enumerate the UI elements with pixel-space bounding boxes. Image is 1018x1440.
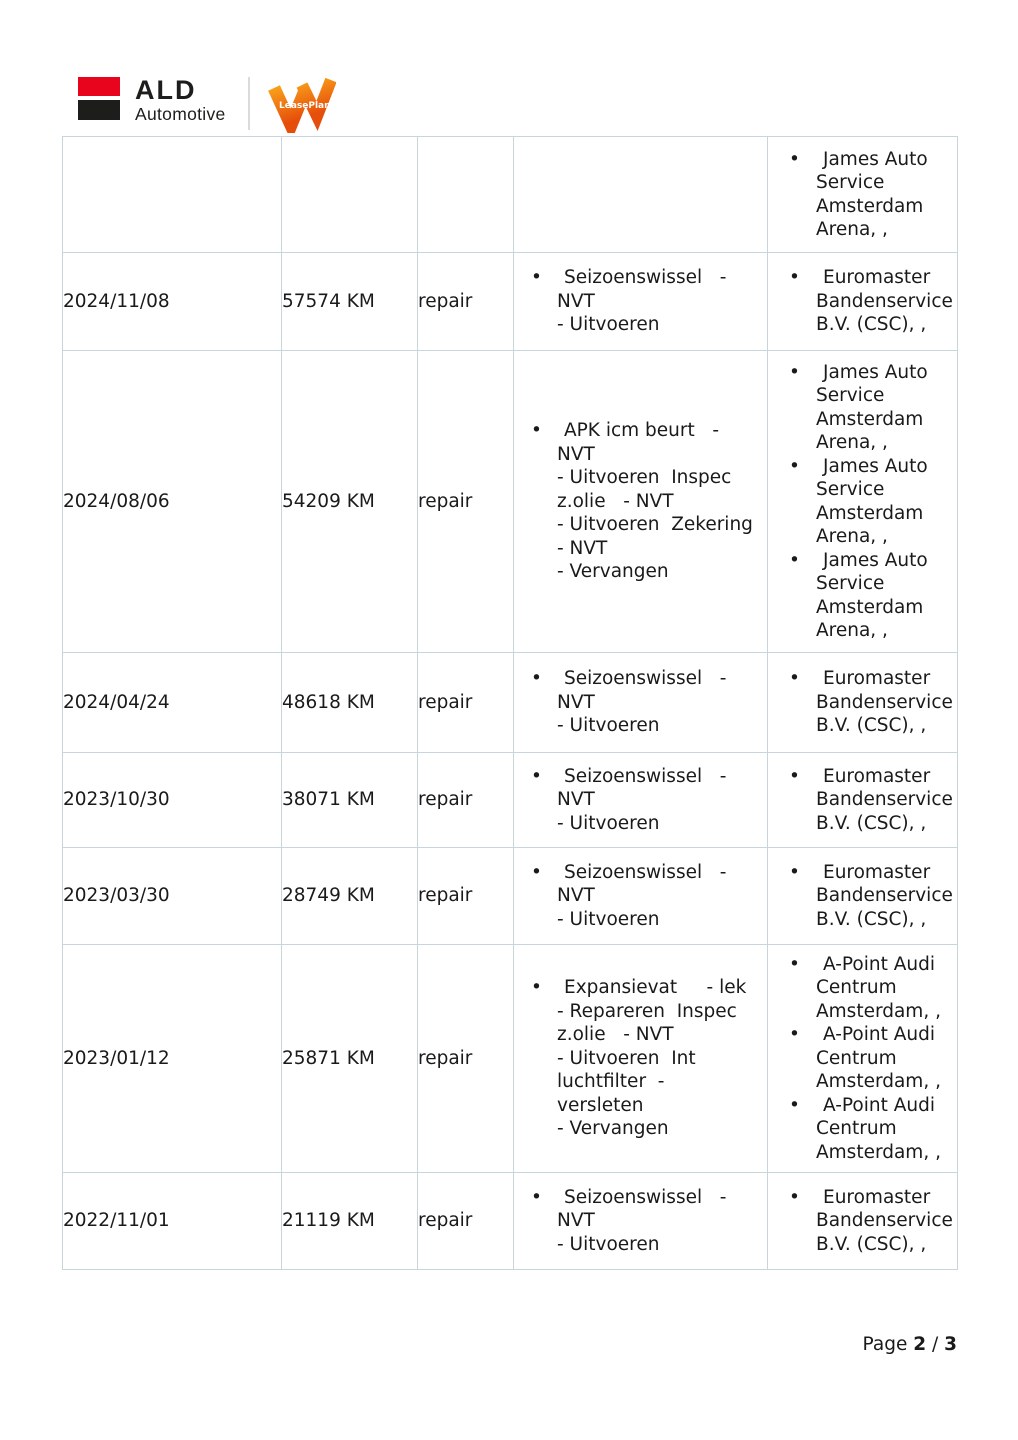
bullet-icon: • bbox=[531, 420, 542, 442]
cell-type: repair bbox=[418, 653, 514, 753]
bullet-icon: • bbox=[531, 668, 542, 690]
cell-provider bbox=[768, 137, 958, 253]
cell-mileage: 28749 KM bbox=[282, 848, 418, 945]
bullet-item-line: B.V. (CSC), , bbox=[816, 314, 927, 336]
bullet-icon: • bbox=[531, 267, 542, 289]
bullet-icon: • bbox=[789, 1186, 800, 1208]
bullet-item-line: - Uitvoeren bbox=[557, 812, 660, 834]
bullet-item bbox=[514, 667, 767, 738]
cell-provider bbox=[768, 653, 958, 753]
bullet-icon: • bbox=[531, 1186, 542, 1208]
bullet-item-line: Euromaster bbox=[823, 861, 931, 883]
bullet-item-line: - NVT bbox=[557, 537, 608, 559]
cell-description bbox=[514, 945, 768, 1173]
bullet-item-line: James Auto bbox=[823, 549, 928, 571]
cell-type: repair bbox=[418, 753, 514, 848]
bullet-item-line: Amsterdam bbox=[816, 195, 924, 217]
cell-date: 2023/10/30 bbox=[63, 753, 282, 848]
bullet-item-line: - Repareren Inspec bbox=[557, 1000, 737, 1022]
table-row bbox=[63, 848, 958, 945]
cell-description bbox=[514, 753, 768, 848]
bullet-item-line: Centrum bbox=[816, 1047, 897, 1069]
bullet-item-line: - Uitvoeren bbox=[557, 314, 660, 336]
bullet-item-line: NVT bbox=[557, 789, 595, 811]
bullet-item bbox=[514, 1186, 767, 1257]
bullet-item-line: luchtfilter - bbox=[557, 1071, 665, 1093]
cell-date: 2024/04/24 bbox=[63, 653, 282, 753]
cell-provider bbox=[768, 848, 958, 945]
cell-date bbox=[63, 137, 282, 253]
bullet-item bbox=[768, 953, 957, 1024]
bullet-icon: • bbox=[789, 148, 800, 170]
bullet-item-line: Bandenservice bbox=[816, 290, 953, 312]
cell-type: repair bbox=[418, 253, 514, 351]
cell-provider bbox=[768, 351, 958, 653]
bullet-item-line: NVT bbox=[557, 1210, 595, 1232]
bullet-icon: • bbox=[789, 861, 800, 883]
page-number-separator: / bbox=[932, 1334, 939, 1355]
bullet-item-line: Amsterdam bbox=[816, 502, 924, 524]
leaseplan-logo-label: LeasePlan bbox=[278, 101, 331, 111]
bullet-item-line: - Uitvoeren bbox=[557, 715, 660, 737]
bullet-item bbox=[768, 549, 957, 643]
bullet-item bbox=[514, 976, 767, 1141]
table-row bbox=[63, 253, 958, 351]
bullet-item-line: Seizoenswissel - bbox=[564, 1186, 727, 1208]
bullet-item bbox=[768, 1094, 957, 1165]
bullet-item-line: Arena, , bbox=[816, 526, 888, 547]
table-row bbox=[63, 137, 958, 253]
bullet-item-line: James Auto bbox=[823, 361, 928, 383]
bullet-icon: • bbox=[789, 361, 800, 383]
bullet-item bbox=[514, 861, 767, 932]
bullet-item bbox=[768, 455, 957, 549]
bullet-item-line: Expansievat - lek bbox=[564, 977, 747, 999]
bullet-item bbox=[768, 361, 957, 455]
bullet-item-line: Amsterdam, , bbox=[816, 1141, 941, 1163]
ald-logo-mark bbox=[78, 77, 120, 120]
bullet-item-line: Arena, , bbox=[816, 219, 888, 240]
bullet-item-line: NVT bbox=[557, 885, 595, 907]
bullet-item-line: Euromaster bbox=[823, 668, 931, 690]
cell-description bbox=[514, 253, 768, 351]
maintenance-history-table bbox=[62, 136, 958, 1270]
cell-provider bbox=[768, 253, 958, 351]
bullet-item-line: Arena, , bbox=[816, 432, 888, 453]
cell-mileage: 38071 KM bbox=[282, 753, 418, 848]
bullet-item-line: Service bbox=[816, 385, 885, 406]
bullet-icon: • bbox=[789, 549, 800, 571]
bullet-item-line: Bandenservice bbox=[816, 789, 953, 811]
cell-mileage: 48618 KM bbox=[282, 653, 418, 753]
bullet-item-line: James Auto bbox=[823, 455, 928, 477]
page-number-current: 2 bbox=[913, 1334, 927, 1355]
bullet-item-line: Amsterdam, , bbox=[816, 1071, 941, 1093]
ald-logo-text bbox=[135, 77, 226, 124]
bullet-item-line: B.V. (CSC), , bbox=[816, 908, 927, 930]
cell-mileage: 21119 KM bbox=[282, 1173, 418, 1270]
bullet-item-line: Service bbox=[816, 573, 885, 594]
bullet-item-line: Euromaster bbox=[823, 1186, 931, 1208]
bullet-item-line: Centrum bbox=[816, 977, 897, 999]
bullet-item-line: Seizoenswissel - bbox=[564, 668, 727, 690]
bullet-icon: • bbox=[531, 765, 542, 787]
bullet-item-line: Amsterdam bbox=[816, 596, 924, 618]
cell-date: 2023/01/12 bbox=[63, 945, 282, 1173]
bullet-item-line: Amsterdam, , bbox=[816, 1000, 941, 1022]
ald-logo-title: ALD bbox=[135, 75, 197, 105]
bullet-icon: • bbox=[789, 455, 800, 477]
bullet-item bbox=[514, 765, 767, 836]
bullet-item-line: - Uitvoeren Int bbox=[557, 1047, 696, 1069]
table-row bbox=[63, 653, 958, 753]
bullet-item-line: z.olie - NVT bbox=[557, 490, 674, 512]
bullet-icon: • bbox=[789, 1094, 800, 1116]
bullet-item-line: Service bbox=[816, 479, 885, 500]
cell-mileage: 25871 KM bbox=[282, 945, 418, 1173]
bullet-item-line: Euromaster bbox=[823, 267, 931, 289]
cell-description bbox=[514, 1173, 768, 1270]
cell-date: 2023/03/30 bbox=[63, 848, 282, 945]
bullet-item-line: Bandenservice bbox=[816, 1210, 953, 1232]
bullet-item-line: Service bbox=[816, 172, 885, 193]
cell-description bbox=[514, 137, 768, 253]
cell-description bbox=[514, 653, 768, 753]
bullet-item-line: Bandenservice bbox=[816, 691, 953, 713]
bullet-item bbox=[768, 861, 957, 932]
bullet-item-line: - Vervangen bbox=[557, 561, 669, 583]
page-number-total: 3 bbox=[944, 1334, 957, 1355]
ald-logo-red-band bbox=[78, 77, 120, 96]
leaseplan-logo bbox=[268, 77, 336, 133]
ald-logo-subtitle: Automotive bbox=[135, 104, 226, 124]
bullet-item bbox=[768, 148, 957, 242]
bullet-item-line: James Auto bbox=[823, 148, 928, 170]
cell-date: 2022/11/01 bbox=[63, 1173, 282, 1270]
bullet-icon: • bbox=[789, 1024, 800, 1046]
bullet-item-line: APK icm beurt - bbox=[564, 420, 720, 442]
bullet-item-line: A-Point Audi bbox=[823, 1024, 936, 1046]
bullet-item bbox=[768, 266, 957, 337]
table-row bbox=[63, 753, 958, 848]
cell-provider bbox=[768, 945, 958, 1173]
bullet-icon: • bbox=[789, 267, 800, 289]
bullet-item-line: NVT bbox=[557, 691, 595, 713]
bullet-item-line: - Uitvoeren Zekering bbox=[557, 514, 753, 536]
bullet-item-line: versleten bbox=[557, 1094, 644, 1116]
table-row bbox=[63, 351, 958, 653]
bullet-icon: • bbox=[789, 668, 800, 690]
page-footer bbox=[863, 1334, 957, 1355]
ald-logo-black-band bbox=[78, 100, 120, 120]
bullet-item-line: NVT bbox=[557, 290, 595, 312]
cell-mileage: 57574 KM bbox=[282, 253, 418, 351]
bullet-icon: • bbox=[531, 861, 542, 883]
bullet-item bbox=[768, 667, 957, 738]
bullet-item-line: Arena, , bbox=[816, 620, 888, 641]
cell-provider bbox=[768, 753, 958, 848]
bullet-item bbox=[768, 765, 957, 836]
bullet-item-line: - Uitvoeren bbox=[557, 1233, 660, 1255]
table-row bbox=[63, 945, 958, 1173]
bullet-item-line: Centrum bbox=[816, 1118, 897, 1140]
bullet-icon: • bbox=[531, 977, 542, 999]
cell-date: 2024/11/08 bbox=[63, 253, 282, 351]
cell-date: 2024/08/06 bbox=[63, 351, 282, 653]
bullet-item-line: Seizoenswissel - bbox=[564, 861, 727, 883]
bullet-item-line: B.V. (CSC), , bbox=[816, 812, 927, 834]
bullet-item-line: Seizoenswissel - bbox=[564, 267, 727, 289]
cell-type: repair bbox=[418, 351, 514, 653]
bullet-item-line: B.V. (CSC), , bbox=[816, 1233, 927, 1255]
cell-type: repair bbox=[418, 1173, 514, 1270]
cell-description bbox=[514, 351, 768, 653]
bullet-item-line: - Uitvoeren bbox=[557, 908, 660, 930]
bullet-item-line: Seizoenswissel - bbox=[564, 765, 727, 787]
bullet-item bbox=[768, 1023, 957, 1094]
bullet-item-line: Euromaster bbox=[823, 765, 931, 787]
bullet-item-line: A-Point Audi bbox=[823, 953, 936, 975]
table-row bbox=[63, 1173, 958, 1270]
brand-header bbox=[78, 77, 336, 133]
bullet-item-line: Bandenservice bbox=[816, 885, 953, 907]
cell-type bbox=[418, 137, 514, 253]
cell-mileage bbox=[282, 137, 418, 253]
bullet-item-line: A-Point Audi bbox=[823, 1094, 936, 1116]
bullet-icon: • bbox=[789, 953, 800, 975]
cell-mileage: 54209 KM bbox=[282, 351, 418, 653]
bullet-item-line: NVT bbox=[557, 443, 595, 465]
page-label: Page bbox=[862, 1334, 908, 1355]
bullet-item bbox=[514, 266, 767, 337]
cell-type: repair bbox=[418, 848, 514, 945]
bullet-item-line: Amsterdam bbox=[816, 408, 924, 430]
bullet-item bbox=[768, 1186, 957, 1257]
bullet-item bbox=[514, 419, 767, 584]
bullet-icon: • bbox=[789, 765, 800, 787]
bullet-item-line: z.olie - NVT bbox=[557, 1024, 674, 1046]
cell-provider bbox=[768, 1173, 958, 1270]
bullet-item-line: - Vervangen bbox=[557, 1118, 669, 1140]
bullet-item-line: B.V. (CSC), , bbox=[816, 715, 927, 737]
logo-divider bbox=[248, 77, 250, 130]
cell-description bbox=[514, 848, 768, 945]
cell-type: repair bbox=[418, 945, 514, 1173]
bullet-item-line: - Uitvoeren Inspec bbox=[557, 467, 732, 489]
